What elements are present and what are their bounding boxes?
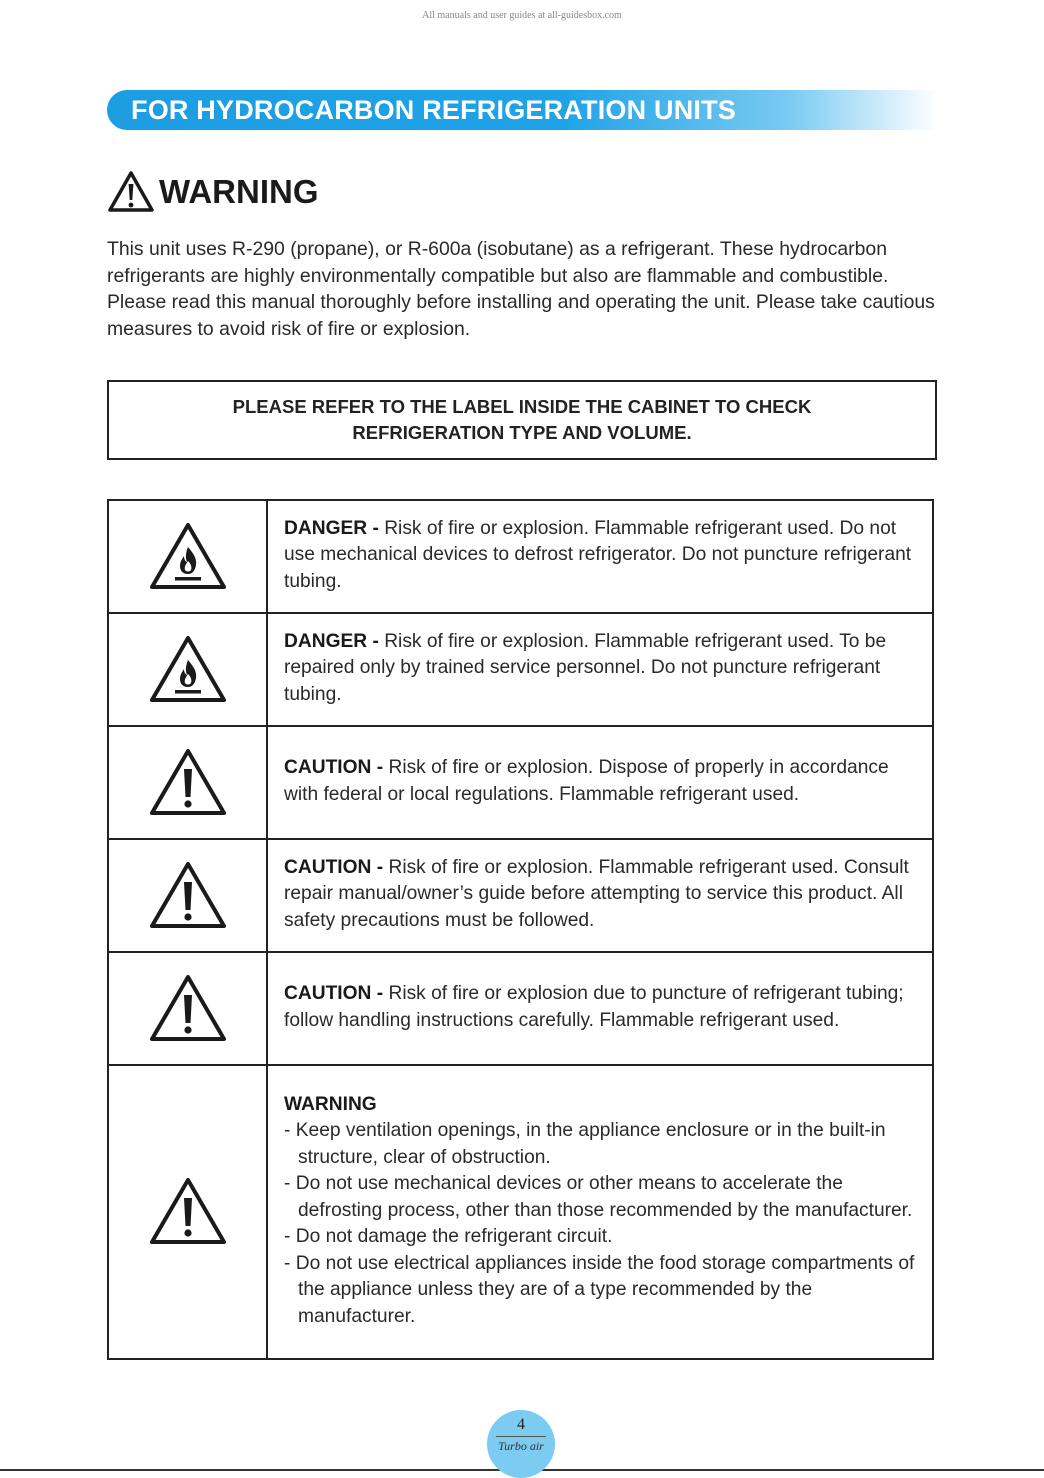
- list-item: - Do not damage the refrigerant circuit.: [284, 1226, 613, 1248]
- hazard-label: CAUTION -: [284, 983, 389, 1004]
- hazard-row: [108, 839, 933, 952]
- hazard-row: [108, 726, 933, 839]
- page-number-badge: [487, 1410, 555, 1478]
- hazard-text: Risk of fire or explosion. Flammable refrigerant used. To be repaired only by trained service personnel. Do not puncture refrigerant tubing.: [284, 630, 887, 705]
- hazard-row: [108, 613, 933, 726]
- hazard-icon-cell: [108, 952, 267, 1065]
- badge-divider: [496, 1436, 546, 1437]
- warning-triangle-icon: [107, 170, 155, 214]
- warning-text-cell: [267, 1065, 933, 1359]
- hazard-row: [108, 952, 933, 1065]
- hazard-text-cell: [267, 726, 933, 839]
- section-banner: [107, 90, 937, 130]
- hazard-label: DANGER -: [284, 630, 385, 652]
- list-item: - Keep ventilation openings, in the appliance enclosure or in the built-in structure, clear of obstruction.: [284, 1120, 886, 1168]
- hazard-table: [107, 499, 934, 1360]
- warning-row: [108, 1065, 933, 1359]
- notice-line-2: REFRIGERATION TYPE AND VOLUME.: [352, 422, 692, 443]
- list-item: - Do not use mechanical devices or other means to accelerate the defrosting process, other than those recommended by the manufacturer.: [284, 1173, 913, 1221]
- hazard-icon-cell: [108, 726, 267, 839]
- intro-paragraph: This unit uses R-290 (propane), or R-600a (isobutane) as a refrigerant. These hydrocarbon refrigerants are highly environmentally compatible but also are flammable and combustible. Please read this manual thoroughly before installing and operating the unit. Please take cautious measures to avoid risk of fire or explosion.: [107, 238, 935, 340]
- brand-name: Turbo air: [498, 1439, 544, 1453]
- flammable-warning-icon: [148, 634, 228, 706]
- hazard-text: Risk of fire or explosion due to puncture of refrigerant tubing; follow handling instructions carefully. Flammable refrigerant used.: [284, 983, 904, 1031]
- hazard-icon-cell: [108, 1065, 267, 1359]
- exclamation-warning-icon: [148, 973, 228, 1045]
- banner-title: FOR HYDROCARBON REFRIGERATION UNITS: [131, 95, 736, 125]
- hazard-text: Risk of fire or explosion. Dispose of properly in accordance with federal or local regulations. Flammable refrigerant used.: [284, 757, 889, 805]
- hazard-label: DANGER -: [284, 517, 385, 539]
- notice-line-1: PLEASE REFER TO THE LABEL INSIDE THE CABINET TO CHECK: [232, 396, 812, 417]
- warning-list: [284, 1118, 916, 1330]
- hazard-icon-cell: [108, 839, 267, 952]
- exclamation-warning-icon: [148, 747, 228, 819]
- page-number: 4: [517, 1416, 525, 1433]
- list-item: - Do not use electrical appliances inside the food storage compartments of the appliance unless they are of a type recommended by the manufacturer.: [284, 1252, 915, 1327]
- hazard-text-cell: [267, 613, 933, 726]
- exclamation-warning-icon: [148, 1176, 228, 1248]
- hazard-label: CAUTION -: [284, 856, 389, 878]
- watermark: All manuals and user guides at all-guidesbox.com: [422, 10, 622, 21]
- hazard-text: Risk of fire or explosion. Flammable refrigerant used. Consult repair manual/owner’s guide before attempting to service this product. All safety precautions must be followed.: [284, 856, 909, 931]
- refrigerant-notice-box: [107, 380, 937, 460]
- hazard-text-cell: [267, 952, 933, 1065]
- hazard-text-cell: [267, 500, 933, 613]
- flammable-warning-icon: [148, 521, 228, 593]
- warning-heading-text: WARNING: [159, 173, 319, 210]
- hazard-label: CAUTION -: [284, 757, 389, 778]
- warning-heading: [107, 170, 319, 214]
- hazard-text: Risk of fire or explosion. Flammable refrigerant used. Do not use mechanical devices to defrost refrigerator. Do not puncture refrigerant tubing.: [284, 517, 912, 592]
- hazard-icon-cell: [108, 500, 267, 613]
- hazard-icon-cell: [108, 613, 267, 726]
- exclamation-warning-icon: [148, 860, 228, 932]
- warning-title: WARNING: [284, 1093, 377, 1115]
- hazard-row: [108, 500, 933, 613]
- hazard-text-cell: [267, 839, 933, 952]
